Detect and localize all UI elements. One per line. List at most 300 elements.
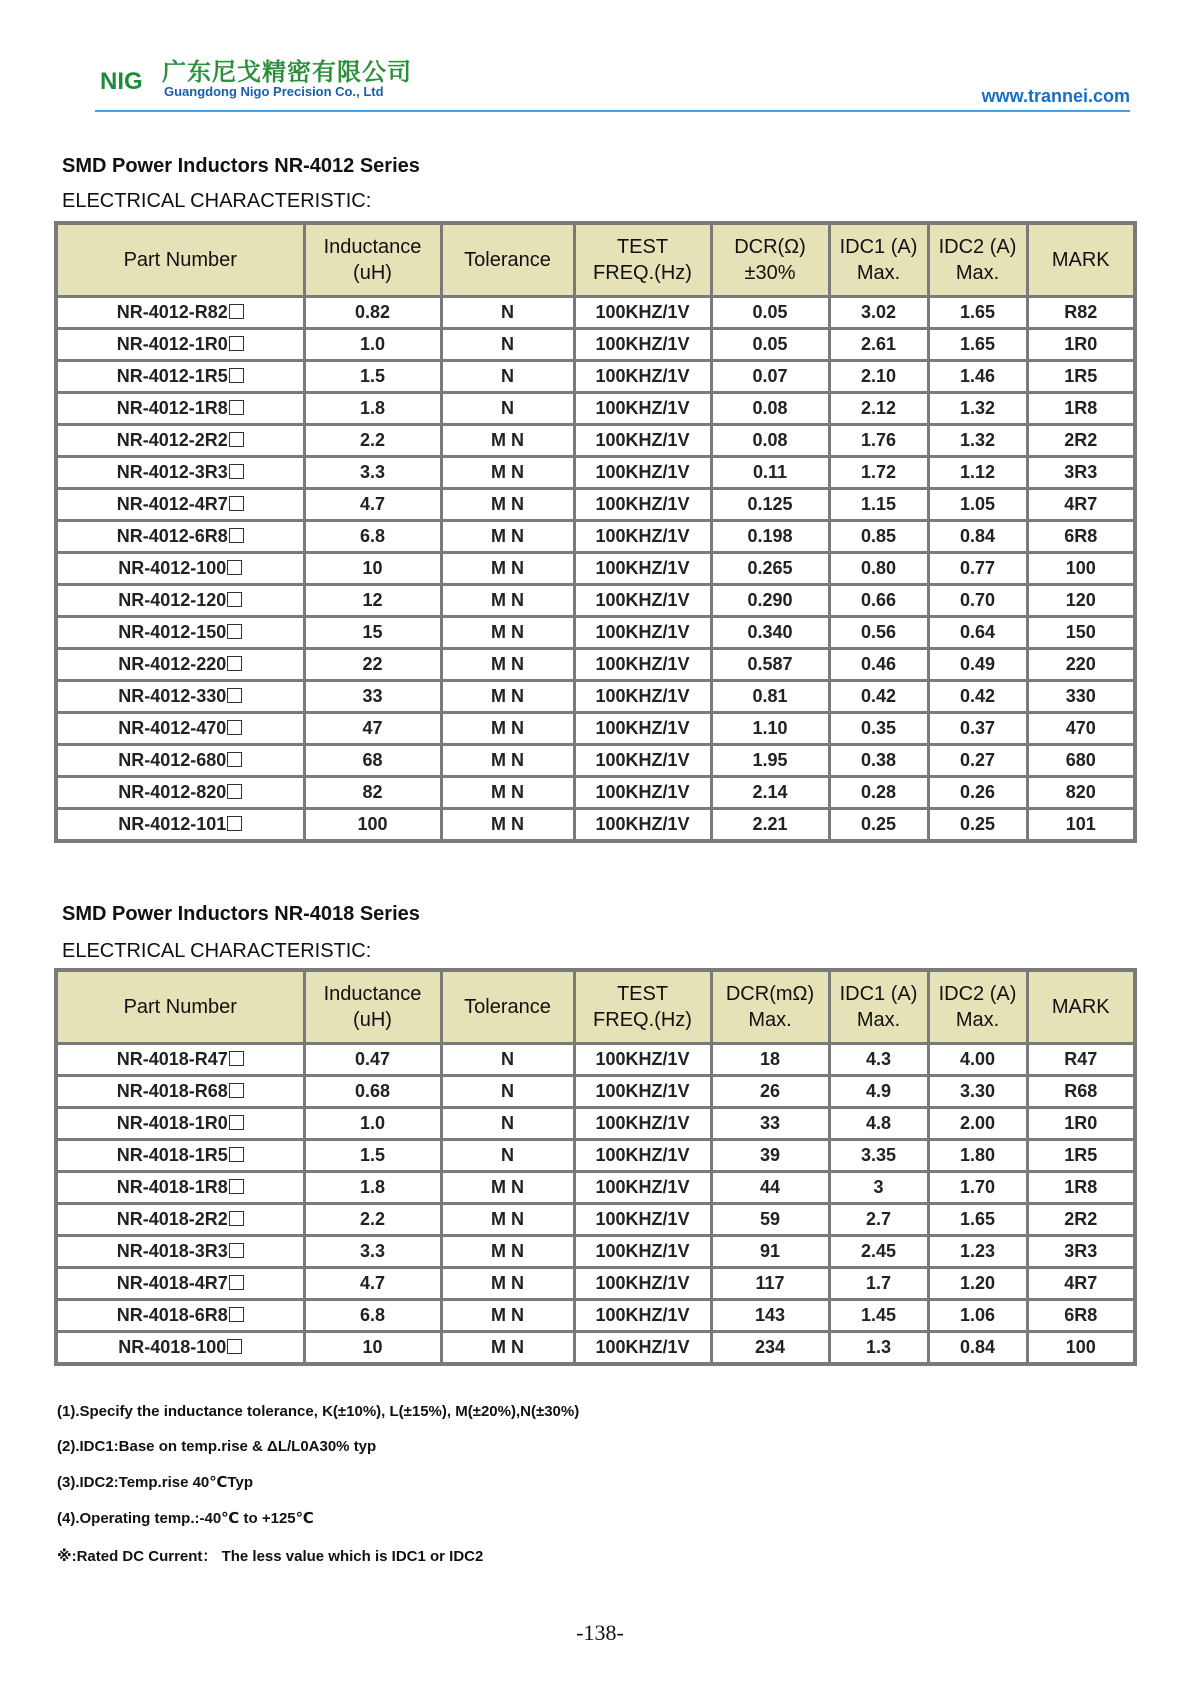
table-cell: 100KHZ/1V [574,361,711,393]
table-cell: 1.12 [928,457,1027,489]
table-cell: 0.64 [928,617,1027,649]
table-row [56,1044,1135,1076]
table-cell: M N [441,681,574,713]
table-cell: 150 [1027,617,1135,649]
table-cell: 4.9 [829,1076,928,1108]
table-row [56,1140,1135,1172]
table-cell: R47 [1027,1044,1135,1076]
table-cell: 1.05 [928,489,1027,521]
table-cell: 100KHZ/1V [574,745,711,777]
table-cell: 4.3 [829,1044,928,1076]
table-cell: M N [441,649,574,681]
table-cell: NR-4012-220 [56,649,304,681]
table-cell: 0.25 [928,809,1027,842]
table-cell: NR-4012-330 [56,681,304,713]
table-cell: NR-4018-2R2 [56,1204,304,1236]
table-cell: 100KHZ/1V [574,329,711,361]
table-cell: 91 [711,1236,829,1268]
table-cell: NR-4012-820 [56,777,304,809]
table-cell: NR-4012-R82 [56,297,304,329]
column-header: TEST FREQ.(Hz) [574,223,711,297]
table-cell: M N [441,425,574,457]
table-cell: 100KHZ/1V [574,617,711,649]
table-cell: 4.8 [829,1108,928,1140]
table-cell: 100KHZ/1V [574,521,711,553]
table-cell: 0.35 [829,713,928,745]
table-cell: 1R5 [1027,361,1135,393]
table-cell: N [441,1076,574,1108]
column-header: Inductance (uH) [304,223,441,297]
table-row [56,809,1135,842]
table-cell: NR-4018-6R8 [56,1300,304,1332]
table-row [56,1172,1135,1204]
table-cell: 234 [711,1332,829,1365]
table-cell: 100KHZ/1V [574,1204,711,1236]
table-cell: 1.8 [304,393,441,425]
tolerance-code-box [229,496,244,511]
table-row [56,1332,1135,1365]
tolerance-code-box [229,304,244,319]
table-cell: 44 [711,1172,829,1204]
table-row [56,777,1135,809]
table-cell: 3.30 [928,1076,1027,1108]
table-cell: 0.84 [928,1332,1027,1365]
note-item: (4).Operating temp.:-40℃ to +125℃ [57,1510,314,1527]
tolerance-code-box [227,624,242,639]
table-cell: 0.08 [711,425,829,457]
tolerance-code-box [227,688,242,703]
table-cell: 0.82 [304,297,441,329]
table-cell: 101 [1027,809,1135,842]
section-subtitle-4012: ELECTRICAL CHARACTERISTIC: [62,190,372,212]
table-cell: 47 [304,713,441,745]
tolerance-code-box [227,656,242,671]
table-cell: 0.84 [928,521,1027,553]
table-cell: 100KHZ/1V [574,681,711,713]
table-cell: NR-4012-2R2 [56,425,304,457]
table-cell: 22 [304,649,441,681]
table-cell: 0.290 [711,585,829,617]
table-row [56,297,1135,329]
table-cell: 0.27 [928,745,1027,777]
table-cell: 330 [1027,681,1135,713]
table-cell: 4.7 [304,489,441,521]
table-cell: 100KHZ/1V [574,489,711,521]
table-cell: N [441,361,574,393]
table-row [56,425,1135,457]
tolerance-code-box [227,1339,242,1354]
table-cell: 1.32 [928,393,1027,425]
table-row [56,1204,1135,1236]
table-cell: 2.21 [711,809,829,842]
table-cell: 18 [711,1044,829,1076]
table-cell: 100KHZ/1V [574,809,711,842]
table-cell: 6R8 [1027,1300,1135,1332]
table-row [56,521,1135,553]
table-cell: 1R0 [1027,1108,1135,1140]
table-cell: 0.66 [829,585,928,617]
table-cell: M N [441,585,574,617]
table-cell: 100KHZ/1V [574,553,711,585]
table-cell: 100KHZ/1V [574,393,711,425]
table-cell: 3R3 [1027,1236,1135,1268]
table-cell: M N [441,1300,574,1332]
note-item: (3).IDC2:Temp.rise 40℃Typ [57,1474,253,1491]
table-cell: NR-4012-100 [56,553,304,585]
table-row [56,1236,1135,1268]
table-cell: 100KHZ/1V [574,1300,711,1332]
table-cell: N [441,1108,574,1140]
table-cell: 2.14 [711,777,829,809]
table-cell: 4R7 [1027,489,1135,521]
table-cell: 0.28 [829,777,928,809]
table-row [56,553,1135,585]
table-cell: 2.2 [304,1204,441,1236]
table-cell: 1.70 [928,1172,1027,1204]
spec-table-4018 [54,968,1137,1366]
table-cell: M N [441,1236,574,1268]
tolerance-code-box [229,1051,244,1066]
table-cell: 100KHZ/1V [574,777,711,809]
table-cell: 6.8 [304,1300,441,1332]
table-cell: M N [441,1268,574,1300]
section-subtitle-4018: ELECTRICAL CHARACTERISTIC: [62,940,372,962]
table-cell: 1.95 [711,745,829,777]
table-cell: 0.42 [829,681,928,713]
table-cell: 100 [1027,1332,1135,1365]
table-cell: 100 [1027,553,1135,585]
table-cell: 0.56 [829,617,928,649]
table-cell: 3.35 [829,1140,928,1172]
table-cell: 12 [304,585,441,617]
table-row [56,617,1135,649]
table-cell: 2R2 [1027,1204,1135,1236]
table-cell: 0.340 [711,617,829,649]
page-number: -138- [576,1620,624,1645]
table-cell: 0.05 [711,329,829,361]
column-header: TEST FREQ.(Hz) [574,970,711,1044]
note-item: ※:Rated DC Current： The less value which is IDC1 or IDC2 [57,1548,484,1565]
tolerance-code-box [227,784,242,799]
table-cell: NR-4018-R68 [56,1076,304,1108]
table-row [56,1268,1135,1300]
tolerance-code-box [229,1147,244,1162]
table-cell: M N [441,713,574,745]
table-cell: 1.8 [304,1172,441,1204]
table-cell: 0.49 [928,649,1027,681]
tolerance-code-box [229,1179,244,1194]
table-cell: 0.81 [711,681,829,713]
table-cell: 0.80 [829,553,928,585]
column-header: IDC2 (A) Max. [928,970,1027,1044]
table-cell: 33 [304,681,441,713]
table-cell: 2.10 [829,361,928,393]
table-row [56,681,1135,713]
table-row [56,329,1135,361]
table-cell: 1.06 [928,1300,1027,1332]
tolerance-code-box [227,720,242,735]
table-cell: M N [441,489,574,521]
table-cell: NR-4012-470 [56,713,304,745]
table-cell: 68 [304,745,441,777]
table-cell: NR-4012-6R8 [56,521,304,553]
table-cell: 1R8 [1027,1172,1135,1204]
table-cell: 100KHZ/1V [574,1076,711,1108]
table-cell: M N [441,745,574,777]
table-cell: 0.47 [304,1044,441,1076]
table-cell: 100KHZ/1V [574,1268,711,1300]
table-cell: 2.00 [928,1108,1027,1140]
column-header: MARK [1027,970,1135,1044]
table-cell: 59 [711,1204,829,1236]
table-cell: 4.00 [928,1044,1027,1076]
table-cell: 0.68 [304,1076,441,1108]
table-cell: 0.265 [711,553,829,585]
table-cell: 100KHZ/1V [574,1332,711,1365]
table-row [56,1108,1135,1140]
column-header: Part Number [56,970,304,1044]
table-cell: 2R2 [1027,425,1135,457]
table-cell: 117 [711,1268,829,1300]
table-cell: 2.45 [829,1236,928,1268]
table-cell: 3R3 [1027,457,1135,489]
table-cell: 820 [1027,777,1135,809]
column-header: DCR(mΩ) Max. [711,970,829,1044]
table-cell: 1R5 [1027,1140,1135,1172]
table-cell: 100KHZ/1V [574,713,711,745]
table-cell: 1.65 [928,1204,1027,1236]
table-row [56,713,1135,745]
table-cell: 26 [711,1076,829,1108]
table-cell: M N [441,1172,574,1204]
table-cell: 100KHZ/1V [574,1140,711,1172]
tolerance-code-box [227,592,242,607]
table-cell: NR-4018-100 [56,1332,304,1365]
table-cell: 15 [304,617,441,649]
table-cell: N [441,329,574,361]
table-cell: 82 [304,777,441,809]
table-cell: 3.3 [304,457,441,489]
table-cell: M N [441,457,574,489]
table-cell: 100 [304,809,441,842]
table-cell: 2.7 [829,1204,928,1236]
table-row [56,745,1135,777]
column-header: Tolerance [441,223,574,297]
tolerance-code-box [229,432,244,447]
table-cell: 3.02 [829,297,928,329]
table-cell: 1.65 [928,329,1027,361]
table-cell: 0.70 [928,585,1027,617]
table-cell: R82 [1027,297,1135,329]
table-cell: NR-4012-1R8 [56,393,304,425]
table-cell: NR-4018-R47 [56,1044,304,1076]
table-cell: NR-4018-3R3 [56,1236,304,1268]
table-cell: NR-4018-1R8 [56,1172,304,1204]
table-cell: NR-4018-1R0 [56,1108,304,1140]
tolerance-code-box [229,528,244,543]
note-item: (2).IDC1:Base on temp.rise & ΔL/L0A30% typ [57,1438,377,1455]
table-cell: 33 [711,1108,829,1140]
notes [57,1403,579,1584]
column-header: IDC1 (A) Max. [829,223,928,297]
table-cell: 0.07 [711,361,829,393]
table-cell: NR-4012-4R7 [56,489,304,521]
table-cell: 1.45 [829,1300,928,1332]
table-cell: 100KHZ/1V [574,1044,711,1076]
table-cell: 1.76 [829,425,928,457]
tolerance-code-box [227,816,242,831]
table-row [56,1076,1135,1108]
table-cell: 39 [711,1140,829,1172]
table-cell: 2.61 [829,329,928,361]
table-cell: 3.3 [304,1236,441,1268]
column-header: MARK [1027,223,1135,297]
table-cell: N [441,1140,574,1172]
tolerance-code-box [227,752,242,767]
table-cell: R68 [1027,1076,1135,1108]
section-title-4018: SMD Power Inductors NR-4018 Series [62,903,420,925]
table-cell: 1.7 [829,1268,928,1300]
table-cell: 1.32 [928,425,1027,457]
table-cell: 1.72 [829,457,928,489]
table-cell: 4R7 [1027,1268,1135,1300]
tolerance-code-box [229,368,244,383]
table-cell: 143 [711,1300,829,1332]
header-divider [95,110,1130,112]
table-cell: 2.2 [304,425,441,457]
table-cell: 1.65 [928,297,1027,329]
tolerance-code-box [229,464,244,479]
column-header: IDC1 (A) Max. [829,970,928,1044]
table-cell: 100KHZ/1V [574,649,711,681]
column-header: Part Number [56,223,304,297]
table-cell: 0.37 [928,713,1027,745]
company-name-cn: 广东尼戈精密有限公司 [162,58,412,86]
tolerance-code-box [229,1307,244,1322]
table-cell: 6R8 [1027,521,1135,553]
table-cell: 1.5 [304,361,441,393]
table-cell: N [441,1044,574,1076]
table-cell: 220 [1027,649,1135,681]
table-cell: 0.11 [711,457,829,489]
table-cell: 10 [304,1332,441,1365]
table-cell: 1.0 [304,1108,441,1140]
tolerance-code-box [229,1115,244,1130]
tolerance-code-box [229,1275,244,1290]
table-cell: NR-4012-1R0 [56,329,304,361]
table-cell: M N [441,777,574,809]
table-row [56,393,1135,425]
table-cell: NR-4018-1R5 [56,1140,304,1172]
table-cell: 1.15 [829,489,928,521]
table-cell: 100KHZ/1V [574,1236,711,1268]
table-cell: 1.46 [928,361,1027,393]
table-cell: M N [441,1204,574,1236]
column-header: DCR(Ω) ±30% [711,223,829,297]
tolerance-code-box [229,400,244,415]
table-cell: 100KHZ/1V [574,457,711,489]
table-cell: 120 [1027,585,1135,617]
table-cell: 0.42 [928,681,1027,713]
table-cell: 1R0 [1027,329,1135,361]
table-cell: 0.587 [711,649,829,681]
table-cell: 4.7 [304,1268,441,1300]
table-cell: 10 [304,553,441,585]
table-cell: M N [441,1332,574,1365]
table-cell: N [441,393,574,425]
table-cell: 6.8 [304,521,441,553]
table-cell: 100KHZ/1V [574,1172,711,1204]
table-cell: NR-4012-1R5 [56,361,304,393]
table-cell: M N [441,809,574,842]
table-cell: 1.20 [928,1268,1027,1300]
table-cell: NR-4012-680 [56,745,304,777]
table-cell: NR-4012-120 [56,585,304,617]
table-cell: 0.198 [711,521,829,553]
table-cell: 0.08 [711,393,829,425]
column-header: IDC2 (A) Max. [928,223,1027,297]
table-cell: 1.0 [304,329,441,361]
table-cell: 1.80 [928,1140,1027,1172]
table-cell: 1.5 [304,1140,441,1172]
table-cell: 0.25 [829,809,928,842]
table-cell: 680 [1027,745,1135,777]
table-cell: 1R8 [1027,393,1135,425]
table-cell: N [441,297,574,329]
table-cell: 0.38 [829,745,928,777]
table-row [56,649,1135,681]
column-header: Tolerance [441,970,574,1044]
table-cell: 0.85 [829,521,928,553]
table-cell: 2.12 [829,393,928,425]
table-header-row [56,970,1135,1044]
tolerance-code-box [229,336,244,351]
table-cell: 470 [1027,713,1135,745]
tolerance-code-box [229,1211,244,1226]
table-cell: NR-4012-150 [56,617,304,649]
table-cell: 100KHZ/1V [574,1108,711,1140]
website-link[interactable]: www.trannei.com [981,86,1130,106]
table-cell: 100KHZ/1V [574,297,711,329]
section-title-4012: SMD Power Inductors NR-4012 Series [62,155,420,177]
table-cell: 0.125 [711,489,829,521]
company-name-en: Guangdong Nigo Precision Co., Ltd [164,84,384,99]
company-logo: NIG [100,68,143,95]
table-header-row [56,223,1135,297]
table-cell: 0.26 [928,777,1027,809]
table-cell: M N [441,617,574,649]
table-cell: NR-4018-4R7 [56,1268,304,1300]
page-header [100,52,1130,114]
table-cell: 1.3 [829,1332,928,1365]
table-row [56,1300,1135,1332]
table-cell: 100KHZ/1V [574,585,711,617]
table-row [56,489,1135,521]
spec-table-4012 [54,221,1137,843]
column-header: Inductance (uH) [304,970,441,1044]
table-cell: 100KHZ/1V [574,425,711,457]
tolerance-code-box [229,1083,244,1098]
table-cell: 0.05 [711,297,829,329]
table-row [56,361,1135,393]
table-cell: 1.10 [711,713,829,745]
table-cell: NR-4012-3R3 [56,457,304,489]
table-cell: M N [441,553,574,585]
table-cell: NR-4012-101 [56,809,304,842]
table-cell: M N [441,521,574,553]
tolerance-code-box [229,1243,244,1258]
table-cell: 0.46 [829,649,928,681]
